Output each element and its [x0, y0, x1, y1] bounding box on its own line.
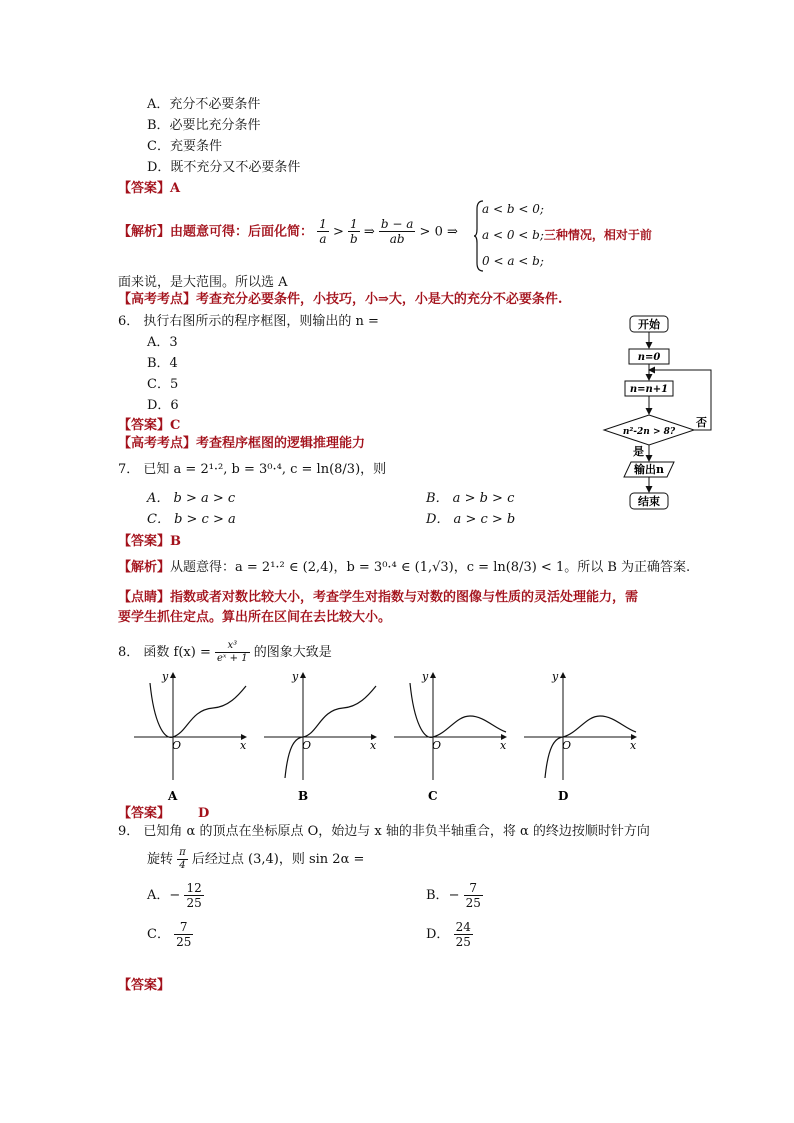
- q8-fraction: $\frac{\text{x³}}{\text{eˣ + 1}}$: [217, 640, 248, 664]
- q9-option-c: C． $\frac{7}{25}$: [147, 919, 192, 949]
- q7-option-c: C． b > c > a: [147, 512, 236, 527]
- svg-text:y: y: [552, 670, 559, 683]
- q6-option-b: B．4: [147, 356, 178, 371]
- case-1: a < b < 0;: [482, 202, 544, 216]
- svg-text:O: O: [562, 739, 572, 752]
- svg-text:O: O: [432, 739, 442, 752]
- graph-c-label: C: [428, 789, 438, 803]
- q5-analysis-tail: 面来说，是大范围。所以选 A: [118, 275, 288, 290]
- graph-b: [264, 670, 377, 803]
- svg-text:y: y: [162, 670, 169, 683]
- flow-cond-text: n²-2n > 8?: [622, 427, 676, 437]
- q9-stem-line1: 9． 已知角 α 的顶点在坐标原点 O，始边与 x 轴的非负半轴重合，将 α 的终边按顺时针方向: [118, 824, 650, 839]
- graph-a-label: A: [168, 789, 178, 803]
- flow-no-label: 否: [696, 416, 707, 429]
- analysis-intro: 由题意可得：后面化简：: [170, 224, 314, 240]
- q6-option-d: D．6: [147, 398, 179, 413]
- q7-stem: 7． 已知 a = 2¹·², b = 3⁰·⁴, c = ln(8/3)，则: [118, 462, 387, 477]
- flow-start-text: 开始: [638, 318, 660, 331]
- q5-answer: [118, 182, 180, 195]
- flowchart: [598, 312, 716, 516]
- svg-text:O: O: [302, 739, 312, 752]
- svg-text:y: y: [422, 670, 429, 683]
- answer-value: A: [170, 181, 181, 196]
- q9-answer: 【答案】: [118, 978, 171, 993]
- flow-output-text: 输出n: [634, 463, 664, 476]
- q7-option-b: B． a > b > c: [426, 491, 515, 506]
- svg-text:x: x: [240, 739, 247, 752]
- q7-option-a: A． b > a > c: [147, 491, 236, 506]
- q6-option-a: A．3: [147, 335, 178, 350]
- flow-inc-text: n=n+1: [629, 384, 669, 395]
- fraction-1-over-b: $\frac{1}{b}$: [350, 217, 358, 247]
- fraction-1-over-a: $\frac{1}{a}$: [319, 217, 327, 247]
- q6-stem: 6． 执行右图所示的程序框图，则输出的 n =: [118, 314, 379, 329]
- graph-d: [524, 670, 637, 803]
- q8-stem: 8． 函数 f(x) = $\frac{\text{x³}}{\text{eˣ + 1}}$ 的图象大致是: [118, 640, 332, 664]
- q9-option-b: B．− $\frac{7}{25}$: [426, 880, 481, 910]
- rotation-fraction: $\frac{\pi}{4}$: [179, 847, 186, 871]
- graph-a: [134, 670, 247, 803]
- graph-c: [394, 670, 507, 803]
- q5-option-d: D．既不充分又不必要条件: [147, 160, 301, 175]
- q9-stem-line2: 旋转 $\frac{\pi}{4}$ 后经过点 (3,4)，则 sin 2α =: [147, 847, 365, 871]
- q7-comment-line1: 【点睛】指数或者对数比较大小，考查学生对指数与对数的图像与性质的灵活处理能力，需: [118, 590, 639, 605]
- q7-comment-line2: 要学生抓住定点。算出所在区间在去比较大小。: [118, 610, 392, 625]
- graph-d-label: D: [558, 789, 569, 803]
- case-system: [482, 200, 652, 278]
- svg-text:x: x: [370, 739, 377, 752]
- q6-option-c: C．5: [147, 377, 179, 392]
- svg-text:O: O: [172, 739, 182, 752]
- after-cases: 三种情况，相对于前: [543, 228, 652, 242]
- svg-text:y: y: [292, 670, 299, 683]
- flow-init-text: n=0: [637, 352, 661, 363]
- q9-option-d: D． $\frac{24}{25}$: [426, 919, 471, 949]
- gt-zero: > 0 ⇒: [419, 224, 458, 240]
- q7-analysis: 【解析】从题意得：a = 2¹·² ∈ (2,4)，b = 3⁰·⁴ ∈ (1,√3)，c = ln(8/3) < 1。所以 B 为正确答案.: [118, 560, 691, 575]
- q8-graphs: [128, 668, 658, 808]
- q9-option-a: A．− $\frac{12}{25}$: [147, 880, 202, 910]
- q5-option-a: A．充分不必要条件: [147, 97, 261, 112]
- q5-analysis: 【解析】由题意可得：后面化简： $\frac{1}{a}$ > $\frac{1}{b}$ ⇒ $\frac{b - a}{ab}$ > 0 ⇒: [118, 217, 458, 247]
- analysis-label: 【解析】: [118, 224, 171, 240]
- q7-answer: 【答案】B: [118, 534, 182, 549]
- q5-exam-point: 【高考考点】考查充分必要条件，小技巧，小⇒大，小是大的充分不必要条件.: [118, 292, 563, 307]
- flow-yes-label: 是: [633, 445, 644, 458]
- case-3: 0 < a < b;: [482, 254, 544, 268]
- flow-end-text: 结束: [638, 495, 660, 508]
- answer-label: 【答案】: [118, 181, 171, 196]
- q6-answer: 【答案】C: [118, 418, 181, 433]
- q7-option-d: D． a > c > b: [426, 512, 516, 527]
- q5-option-c: C．充要条件: [147, 139, 222, 154]
- q6-exam-point: 【高考考点】考查程序框图的逻辑推理能力: [118, 436, 366, 451]
- svg-text:x: x: [630, 739, 637, 752]
- fraction-b-minus-a-over-ab: $\frac{b - a}{ab}$: [380, 217, 414, 247]
- case-2: a < 0 < b;三种情况，相对于前: [482, 228, 652, 242]
- svg-text:x: x: [500, 739, 507, 752]
- q5-option-b: B．必要比充分条件: [147, 118, 261, 133]
- graph-b-label: B: [298, 789, 309, 803]
- q8-answer: 【答案】 D: [118, 806, 210, 821]
